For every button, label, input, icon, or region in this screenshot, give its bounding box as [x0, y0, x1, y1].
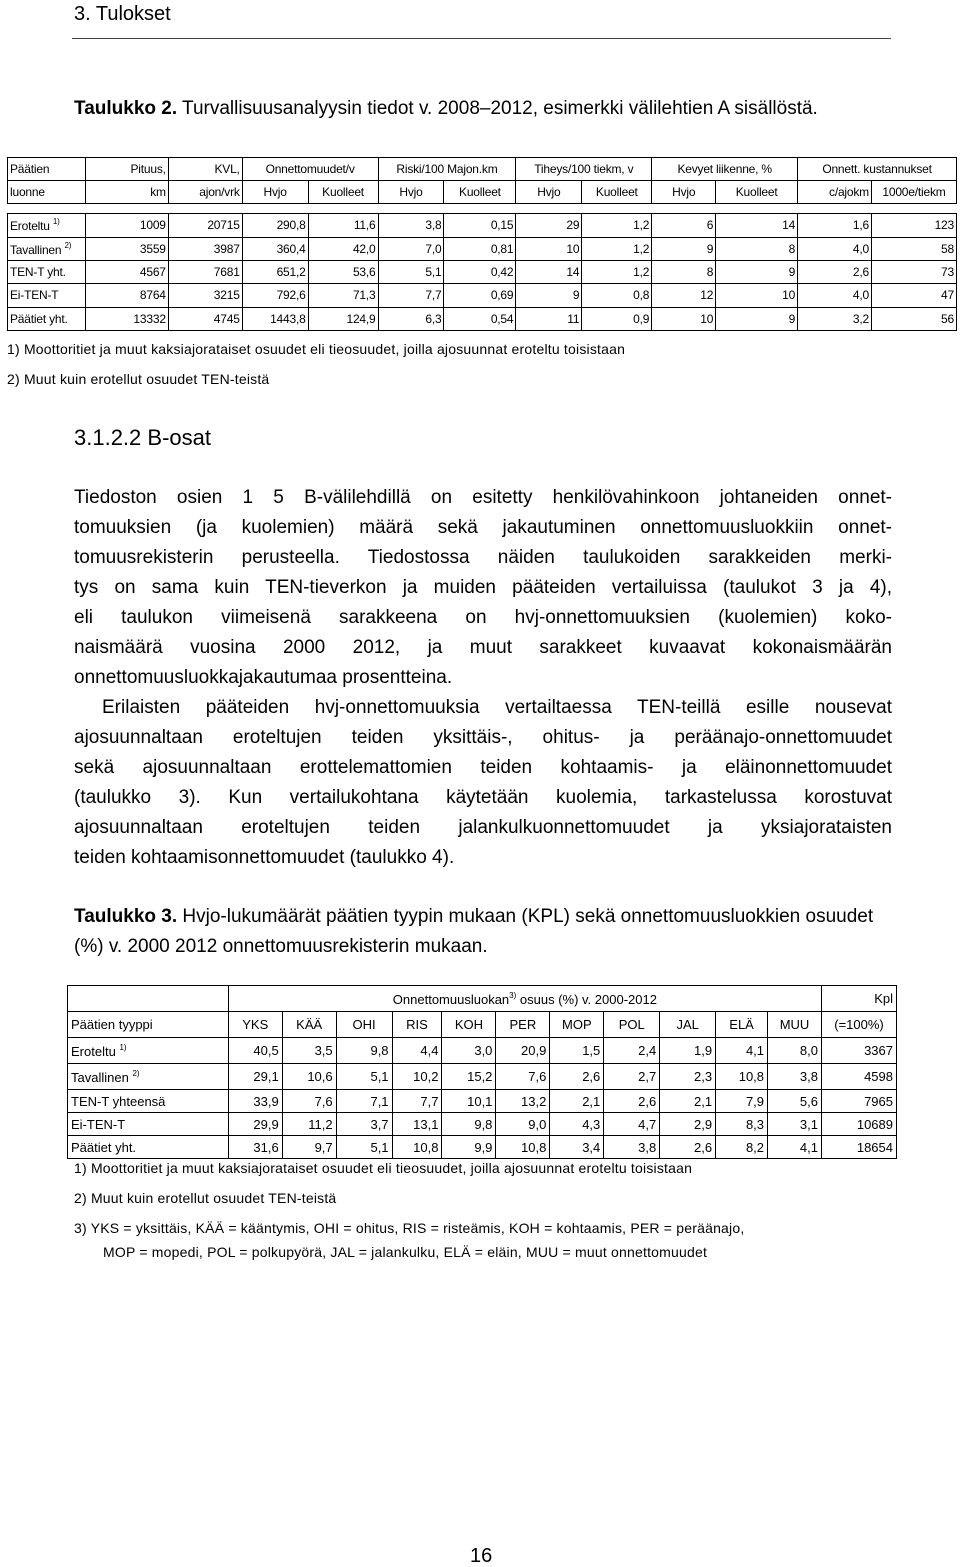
paragraph-line: onnettomuusluokkajakautumaa prosentteina.	[74, 667, 453, 688]
table2-cell: 71,3	[308, 284, 378, 308]
row-label-text: Eroteltu	[10, 219, 50, 234]
table3-cell: 4,1	[768, 1136, 822, 1159]
table3-cell: 5,1	[336, 1136, 392, 1159]
table2-row	[8, 214, 957, 238]
table3-cell: 29,9	[228, 1113, 282, 1136]
table3-footnote-3-continued: MOP = mopedi, POL = polkupyörä, JAL = jalankulku, ELÄ = eläin, MUU = muut onnettomuudet	[103, 1244, 708, 1260]
table2-header-cell: km	[85, 181, 168, 204]
table3-cell: 5,6	[768, 1090, 822, 1113]
table3-cell: 2,6	[660, 1136, 716, 1159]
table3-cell: 3,0	[442, 1038, 496, 1064]
table2-header-cell: Hvjo	[652, 181, 716, 204]
table3-cell: 1,5	[550, 1038, 604, 1064]
table3-header-cell: Päätien tyyppi	[68, 1012, 229, 1038]
table2-row-label: Päätiet yht.	[8, 307, 86, 331]
table2-caption	[74, 98, 818, 120]
paragraph-line: naismäärä vuosina 2000 2012, ja muut sarakkeet kuvaavat kokonaismäärän	[74, 637, 892, 658]
paragraph-line: ajosuunnaltaan eroteltujen teiden yksittäis-, ohitus- ja peräänajo-onnettomuudet	[74, 727, 892, 748]
table3-cell: 9,9	[442, 1136, 496, 1159]
table2-caption-text: Turvallisuusanalyysin tiedot v. 2008–2012, esimerkki välilehtien A sisällöstä.	[177, 98, 818, 119]
table3-cell: 13,2	[496, 1090, 550, 1113]
table2-cell: 53,6	[308, 261, 378, 284]
table3-cell: 4,1	[716, 1038, 768, 1064]
table2-cell: 10	[652, 307, 716, 331]
table3-row-label: Ei-TEN-T	[68, 1113, 229, 1136]
table3-cell: 7965	[821, 1090, 896, 1113]
table3-cell: 9,7	[282, 1136, 336, 1159]
table2-row-label: TEN-T yht.	[8, 261, 86, 284]
paragraph-1	[74, 483, 892, 693]
table2-cell: 8	[716, 237, 798, 261]
table2-cell: 11	[516, 307, 582, 331]
table3-cell: 7,6	[282, 1090, 336, 1113]
table2-header-cell: ajon/vrk	[168, 181, 242, 204]
table2-header-cell: Onnett. kustannukset	[798, 158, 957, 181]
footnote-marker: 2)	[64, 240, 72, 250]
table2-header-cell: Hvjo	[378, 181, 444, 204]
table2-cell: 6,3	[378, 307, 444, 331]
table3-cell: 3,1	[768, 1113, 822, 1136]
table3-cell: 4,7	[604, 1113, 660, 1136]
table2-header-cell: Pituus,	[85, 158, 168, 181]
table2-cell: 360,4	[242, 237, 308, 261]
table3-row	[68, 1090, 897, 1113]
table3-cell: 9,8	[442, 1113, 496, 1136]
table2-cell: 8764	[85, 284, 168, 308]
table2-cell: 6	[652, 214, 716, 238]
table2-cell: 3,2	[798, 307, 872, 331]
row-label-text: Tavallinen	[10, 242, 62, 257]
table3-footnote-3: 3) YKS = yksittäis, KÄÄ = kääntymis, OHI = ohitus, RIS = risteämis, KOH = kohtaamis, PER = peräänajo,	[74, 1220, 745, 1236]
table3-cell: 18654	[821, 1136, 896, 1159]
table2-cell: 7681	[168, 261, 242, 284]
table3-cell: 1,9	[660, 1038, 716, 1064]
table3-cell: 4598	[821, 1064, 896, 1090]
table3-cell: 15,2	[442, 1064, 496, 1090]
table2-cell: 73	[871, 261, 956, 284]
table3-cell: 3367	[821, 1038, 896, 1064]
row-label-text: Tavallinen	[71, 1069, 129, 1085]
paragraph-line: teiden kohtaamisonnettomuudet (taulukko 4).	[74, 847, 455, 868]
table3-cell: 4,3	[550, 1113, 604, 1136]
table3-cell: 10,6	[282, 1064, 336, 1090]
group-header-text: Onnettomuusluokan	[392, 991, 510, 1007]
table2-cell: 1009	[85, 214, 168, 238]
paragraph-line: Tiedoston osien 1 5 B-välilehdillä on esitetty henkilövahinkoon johtaneiden onnet-	[74, 487, 892, 508]
table2-cell: 1,2	[582, 261, 652, 284]
table3-cell: 2,1	[660, 1090, 716, 1113]
table3-header-cell: MOP	[550, 1012, 604, 1038]
table2-cell: 11,6	[308, 214, 378, 238]
table3	[67, 985, 897, 1159]
table3-header-cell: OHI	[336, 1012, 392, 1038]
table2-header-row-1	[8, 158, 957, 181]
table2-cell: 1443,8	[242, 307, 308, 331]
table2-cell: 123	[871, 214, 956, 238]
table2-cell: 3,8	[378, 214, 444, 238]
table3-header-cell: PER	[496, 1012, 550, 1038]
table2-row	[8, 237, 957, 261]
table3-cell: 9,0	[496, 1113, 550, 1136]
table2-cell: 10	[716, 284, 798, 308]
group-header-tail: osuus (%) v. 2000-2012	[516, 991, 657, 1007]
table2-cell: 4,0	[798, 237, 872, 261]
table2-row	[8, 307, 957, 331]
paragraph-line: eli taulukon viimeisenä sarakkeena on hvj-onnettomuuksien (kuolemien) koko-	[74, 607, 892, 628]
table2-cell: 0,9	[582, 307, 652, 331]
table2-row-label	[8, 237, 86, 261]
table2-cell: 1,2	[582, 237, 652, 261]
table3-cell: 10689	[821, 1113, 896, 1136]
table3-row	[68, 1064, 897, 1090]
table3-cell: 3,7	[336, 1113, 392, 1136]
table3-header-cell: YKS	[228, 1012, 282, 1038]
table3-cell: 7,9	[716, 1090, 768, 1113]
table3-header-cell: ELÄ	[716, 1012, 768, 1038]
table2-cell: 0,69	[444, 284, 516, 308]
table2-cell: 29	[516, 214, 582, 238]
table2-row	[8, 284, 957, 308]
table2-cell: 651,2	[242, 261, 308, 284]
table2-cell: 0,42	[444, 261, 516, 284]
footnote-marker: 3)	[509, 990, 517, 1000]
table2-cell: 9	[652, 237, 716, 261]
table3-cell: 7,6	[496, 1064, 550, 1090]
table2-header-cell: Hvjo	[242, 181, 308, 204]
table3-cell: 2,7	[604, 1064, 660, 1090]
table3-cell: 7,1	[336, 1090, 392, 1113]
table2-row-label: Ei-TEN-T	[8, 284, 86, 308]
paragraph-line: (taulukko 3). Kun vertailukohtana käytetään kuolemia, tarkastelussa korostuvat	[74, 787, 892, 808]
table3-header-cell: MUU	[768, 1012, 822, 1038]
table2-header-cell: 1000e/tiekm	[871, 181, 956, 204]
table2-cell: 4567	[85, 261, 168, 284]
table3-cell: 40,5	[228, 1038, 282, 1064]
table3-row	[68, 1038, 897, 1064]
table3-footnote-2: 2) Muut kuin erotellut osuudet TEN-teistä	[74, 1190, 337, 1206]
table2-header-cell: Kuolleet	[308, 181, 378, 204]
table3-header-cell: (=100%)	[821, 1012, 896, 1038]
paragraph-line: sekä ajosuunnaltaan erottelemattomien teiden kohtaamis- ja eläinonnettomuudet	[74, 757, 892, 778]
table2-cell: 56	[871, 307, 956, 331]
paragraph-line: Erilaisten pääteiden hvj-onnettomuuksia vertailtaessa TEN-teillä esille nousevat	[102, 697, 892, 718]
table2-cell: 42,0	[308, 237, 378, 261]
table2-header-cell: Onnettomuudet/v	[242, 158, 378, 181]
table3-row-label	[68, 1064, 229, 1090]
table3-cell: 8,0	[768, 1038, 822, 1064]
table2-footnote-2: 2) Muut kuin erotellut osuudet TEN-teistä	[7, 371, 270, 387]
table3-header-cell: JAL	[660, 1012, 716, 1038]
table2-cell: 47	[871, 284, 956, 308]
table2-cell: 58	[871, 237, 956, 261]
footnote-marker: 2)	[132, 1068, 140, 1078]
table3-header-cell: RIS	[392, 1012, 442, 1038]
header-divider	[72, 38, 891, 39]
table2-header-cell: Päätien	[8, 158, 86, 181]
table2-cell: 124,9	[308, 307, 378, 331]
table2-cell: 20715	[168, 214, 242, 238]
table2-cell: 9	[716, 307, 798, 331]
table3-header-cell: KOH	[442, 1012, 496, 1038]
row-label-text: Eroteltu	[71, 1043, 116, 1059]
table2-cell: 3559	[85, 237, 168, 261]
table3-cell: 9,8	[336, 1038, 392, 1064]
table2-cell: 0,81	[444, 237, 516, 261]
table3-footnote-1: 1) Moottoritiet ja muut kaksiajorataiset osuudet eli tieosuudet, joilla ajosuunnat eroteltu toisistaan	[74, 1160, 693, 1176]
table3-caption-label: Taulukko 3.	[74, 906, 178, 927]
table3-kpl-header: Kpl	[821, 986, 896, 1012]
table2-spacer-row	[8, 204, 957, 214]
table2-cell: 792,6	[242, 284, 308, 308]
table2-header-cell: Kevyet liikenne, %	[652, 158, 798, 181]
table2-header-cell: KVL,	[168, 158, 242, 181]
table2-cell: 0,54	[444, 307, 516, 331]
table2-cell: 9	[516, 284, 582, 308]
page-number: 16	[470, 1545, 493, 1567]
table3-cell: 2,6	[604, 1090, 660, 1113]
table2-row	[8, 261, 957, 284]
table2-cell: 2,6	[798, 261, 872, 284]
table3-empty-cell	[68, 986, 229, 1012]
table3-header-row	[68, 1012, 897, 1038]
table2-caption-label: Taulukko 2.	[74, 98, 178, 119]
table3-cell: 2,6	[550, 1064, 604, 1090]
table3-caption	[74, 902, 892, 962]
table3-cell: 3,8	[768, 1064, 822, 1090]
table3-row	[68, 1136, 897, 1159]
table3-row	[68, 1113, 897, 1136]
table2-cell: 8	[652, 261, 716, 284]
table3-cell: 3,8	[604, 1136, 660, 1159]
table3-caption-text: Hvjo-lukumäärät päätien tyypin mukaan (KPL) sekä onnettomuusluokkien osuudet (%) v. 2000 2012 onnettomuusrekisterin mukaan.	[74, 906, 874, 957]
table3-cell: 29,1	[228, 1064, 282, 1090]
table2-header-cell: luonne	[8, 181, 86, 204]
table2-header-cell: Kuolleet	[582, 181, 652, 204]
table3-cell: 5,1	[336, 1064, 392, 1090]
table2-row-label	[8, 214, 86, 238]
table3-cell: 10,2	[392, 1064, 442, 1090]
table2-cell: 9	[716, 261, 798, 284]
table2-header-cell: Tiheys/100 tiekm, v	[516, 158, 652, 181]
table3-cell: 10,1	[442, 1090, 496, 1113]
table3-header-cell: KÄÄ	[282, 1012, 336, 1038]
table2-cell: 4745	[168, 307, 242, 331]
paragraph-line: tys on sama kuin TEN-tieverkon ja muiden pääteiden vertailuissa (taulukot 3 ja 4),	[74, 577, 892, 598]
footnote-marker: 1)	[52, 217, 60, 227]
table2-cell: 13332	[85, 307, 168, 331]
table3-group-header	[228, 986, 821, 1012]
table2-header-cell: Kuolleet	[716, 181, 798, 204]
table3-cell: 2,9	[660, 1113, 716, 1136]
table3-cell: 2,3	[660, 1064, 716, 1090]
table3-row-label: TEN-T yhteensä	[68, 1090, 229, 1113]
table2-spacer-cell	[8, 204, 957, 214]
table2-cell: 7,0	[378, 237, 444, 261]
table2-cell: 0,15	[444, 214, 516, 238]
table3-cell: 10,8	[716, 1064, 768, 1090]
table3-group-header-row	[68, 986, 897, 1012]
table2-header-cell: Riski/100 Majon.km	[378, 158, 516, 181]
table3-cell: 13,1	[392, 1113, 442, 1136]
table2-cell: 4,0	[798, 284, 872, 308]
paragraph-line: tomuuksien (ja kuolemien) määrä sekä jakautuminen onnettomuusluokkiin onnet-	[74, 517, 892, 538]
table3-cell: 31,6	[228, 1136, 282, 1159]
table3-cell: 11,2	[282, 1113, 336, 1136]
table2-cell: 14	[716, 214, 798, 238]
paragraph-2	[74, 693, 892, 873]
table2-header-cell: c/ajokm	[798, 181, 872, 204]
table3-cell: 33,9	[228, 1090, 282, 1113]
table3-cell: 10,8	[392, 1136, 442, 1159]
table2-cell: 1,6	[798, 214, 872, 238]
table2-header-cell: Hvjo	[516, 181, 582, 204]
table3-cell: 2,1	[550, 1090, 604, 1113]
table3-row-label	[68, 1038, 229, 1064]
table2-cell: 7,7	[378, 284, 444, 308]
table3-cell: 7,7	[392, 1090, 442, 1113]
page-header-title: 3. Tulokset	[74, 3, 171, 25]
table2-cell: 0,8	[582, 284, 652, 308]
table2-footnote-1: 1) Moottoritiet ja muut kaksiajorataiset osuudet eli tieosuudet, joilla ajosuunnat eroteltu toisistaan	[7, 341, 626, 357]
table3-header-cell: POL	[604, 1012, 660, 1038]
section-heading: 3.1.2.2 B-osat	[74, 425, 211, 450]
table3-cell: 8,3	[716, 1113, 768, 1136]
paragraph-line: tomuusrekisterin perusteella. Tiedostossa näiden taulukoiden sarakkeiden merki-	[74, 547, 892, 568]
footnote-marker: 1)	[119, 1042, 127, 1052]
table2-cell: 14	[516, 261, 582, 284]
table3-cell: 10,8	[496, 1136, 550, 1159]
table2-cell: 10	[516, 237, 582, 261]
table3-cell: 3,4	[550, 1136, 604, 1159]
table3-cell: 2,4	[604, 1038, 660, 1064]
table2-cell: 3987	[168, 237, 242, 261]
table3-cell: 3,5	[282, 1038, 336, 1064]
table2-cell: 5,1	[378, 261, 444, 284]
table2-cell: 290,8	[242, 214, 308, 238]
paragraph-line: ajosuunnaltaan eroteltujen teiden jalankulkuonnettomuudet ja yksiajorataisten	[74, 817, 892, 838]
table3-cell: 20,9	[496, 1038, 550, 1064]
table3-cell: 8,2	[716, 1136, 768, 1159]
table2-cell: 12	[652, 284, 716, 308]
table3-cell: 4,4	[392, 1038, 442, 1064]
table2	[7, 157, 957, 331]
table2-cell: 1,2	[582, 214, 652, 238]
table2-header-row-2	[8, 181, 957, 204]
table2-cell: 3215	[168, 284, 242, 308]
table2-header-cell: Kuolleet	[444, 181, 516, 204]
table3-row-label: Päätiet yht.	[68, 1136, 229, 1159]
